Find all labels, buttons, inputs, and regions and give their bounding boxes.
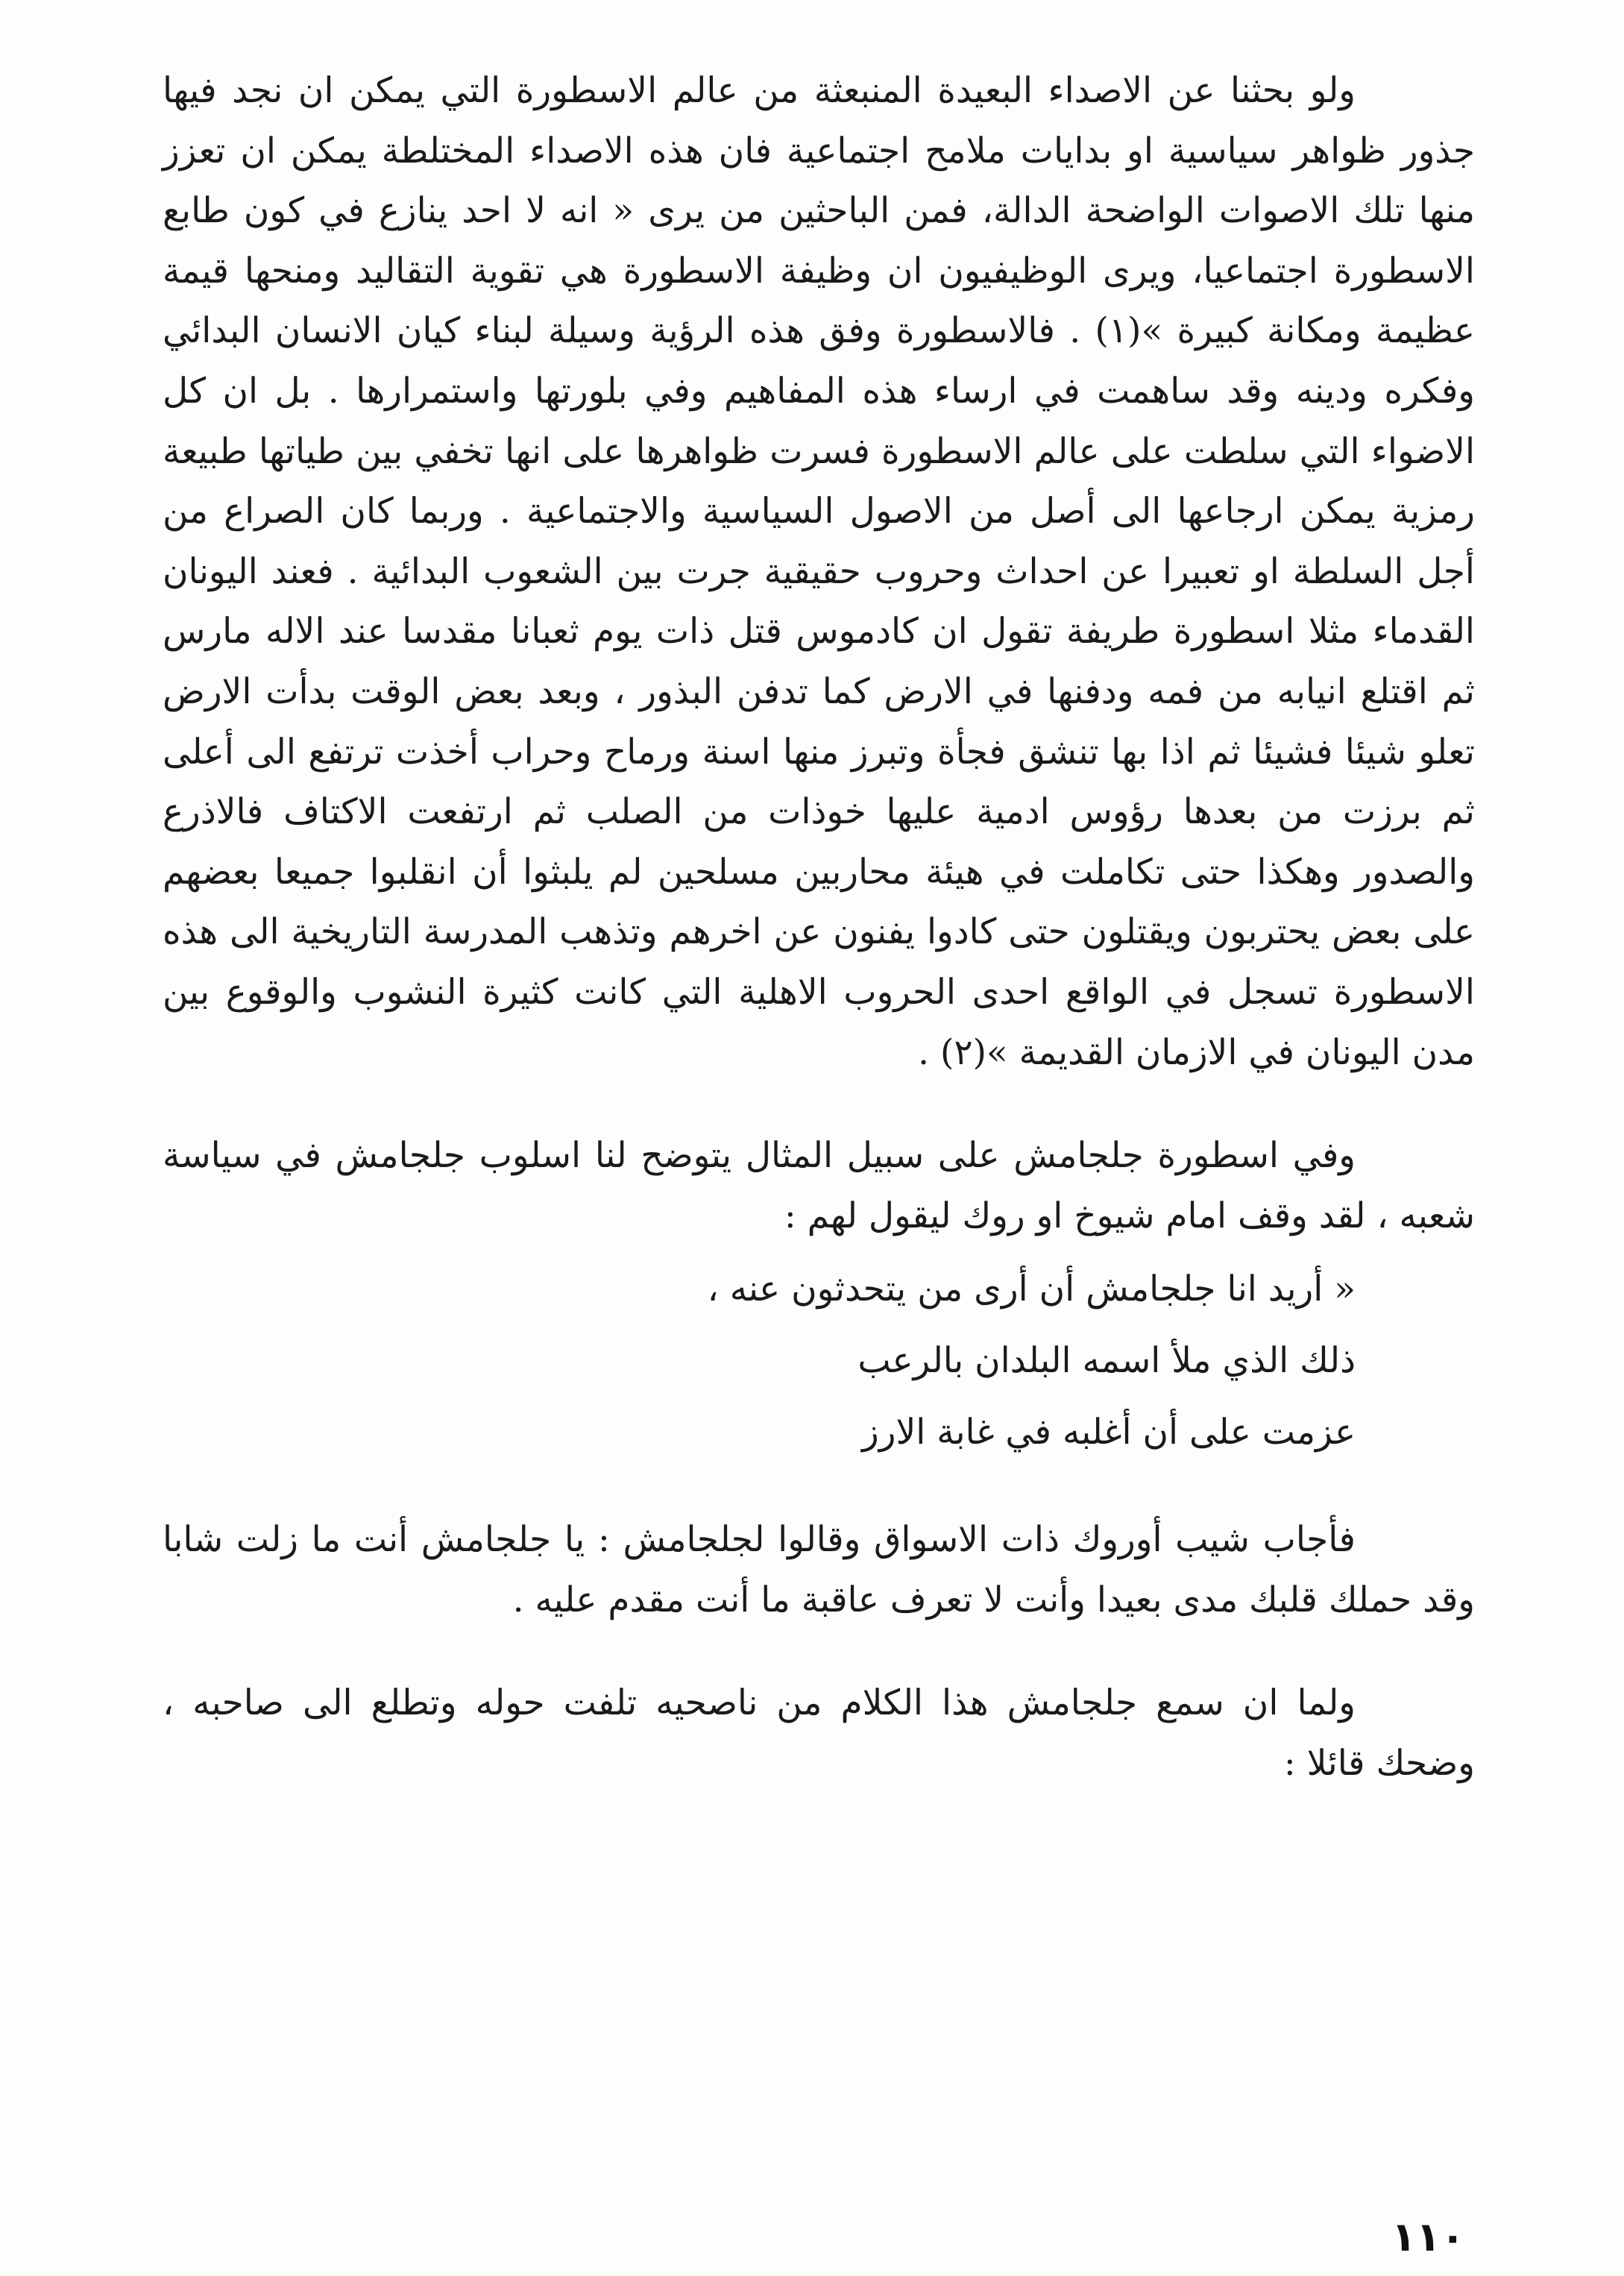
poem-verse: عزمت على أن أغلبه في غابة الارز <box>862 1412 1356 1453</box>
poem-verse: ذلك الذي ملأ اسمه البلدان بالرعب <box>857 1340 1356 1382</box>
paragraph-gilgamesh-laughs: ولما ان سمع جلجامش هذا الكلام من ناصحيه تلفت حوله وتطلع الى صاحبه ، وضحك قائلا : <box>163 1682 1475 1785</box>
paragraph-gilgamesh-intro: وفي اسطورة جلجامش على سبيل المثال يتوضح لنا اسلوب جلجامش في سياسة شعبه ، لقد وقف امام شيوخ او روك ليقول لهم : <box>163 1135 1475 1236</box>
poem-verse: « أريد انا جلجامش أن أرى من يتحدثون عنه ، <box>707 1269 1356 1310</box>
page-body <box>163 61 1475 1794</box>
page-number: ١١٠ <box>1391 2213 1465 2260</box>
poem-quote <box>163 1254 1475 1468</box>
paragraph-elders-reply: فأجاب شيب أوروك ذات الاسواق وقالوا لجلجامش : يا جلجامش أنت ما زلت شابا وقد حملك قلبك مدى بعيدا وأنت لا تعرف عاقبة ما أنت مقدم عليه . <box>163 1519 1475 1620</box>
paragraph-myth-origins: ولو بحثنا عن الاصداء البعيدة المنبعثة من عالم الاسطورة التي يمكن ان نجد فيها جذور ظواهر سياسية او بدايات ملامح اجتماعية فان هذه الاصداء المختلطة يمكن ان تعزز منها تلك الاصوات الواضحة الدالة، فمن الباحثين من يرى « انه لا احد ينازع في كون طابع الاسطورة اجتماعيا، ويرى الوظيفيون ان وظيفة الاسطورة هي تقوية التقاليد ومنحها قيمة عظيمة ومكانة كبيرة »(١) . فالاسطورة وفق هذه الرؤية وسيلة لبناء كيان الانسان البدائي وفكره ودينه وقد ساهمت في ارساء هذه المفاهيم وفي بلورتها واستمرارها . بل ان كل الاضواء التي سلطت على عالم الاسطورة فسرت ظواهرها على انها تخفي بين طياتها طبيعة رمزية يمكن ارجاعها الى أصل من الاصول السياسية والاجتماعية . وربما كان الصراع من أجل السلطة او تعبيرا عن احداث وحروب حقيقية جرت بين الشعوب البدائية . فعند اليونان القدماء مثلا اسطورة طريفة تقول ان كادموس قتل ذات يوم ثعبانا مقدسا عند الاله مارس ثم اقتلع انيابه من فمه ودفنها في الارض كما تدفن البذور ، وبعد بعض الوقت بدأت الارض تعلو شيئا فشيئا ثم اذا بها تنشق فجأة وتبرز منها اسنة ورماح وحراب أخذت ترتفع الى أعلى ثم برزت من بعدها رؤوس ادمية عليها خوذات من الصلب ثم ارتفعت الاكتاف فالاذرع والصدور وهكذا حتى تكاملت في هيئة محاربين مسلحين لم يلبثوا أن انقلبوا جميعا بعضهم على بعض يحتربون ويقتلون حتى كادوا يفنون عن اخرهم وتذهب المدرسة التاريخية الى هذه الاسطورة تسجل في الواقع احدى الحروب الاهلية التي كانت كثيرة النشوب والوقوع بين مدن اليونان في الازمان القديمة »(٢) . <box>163 70 1475 1073</box>
